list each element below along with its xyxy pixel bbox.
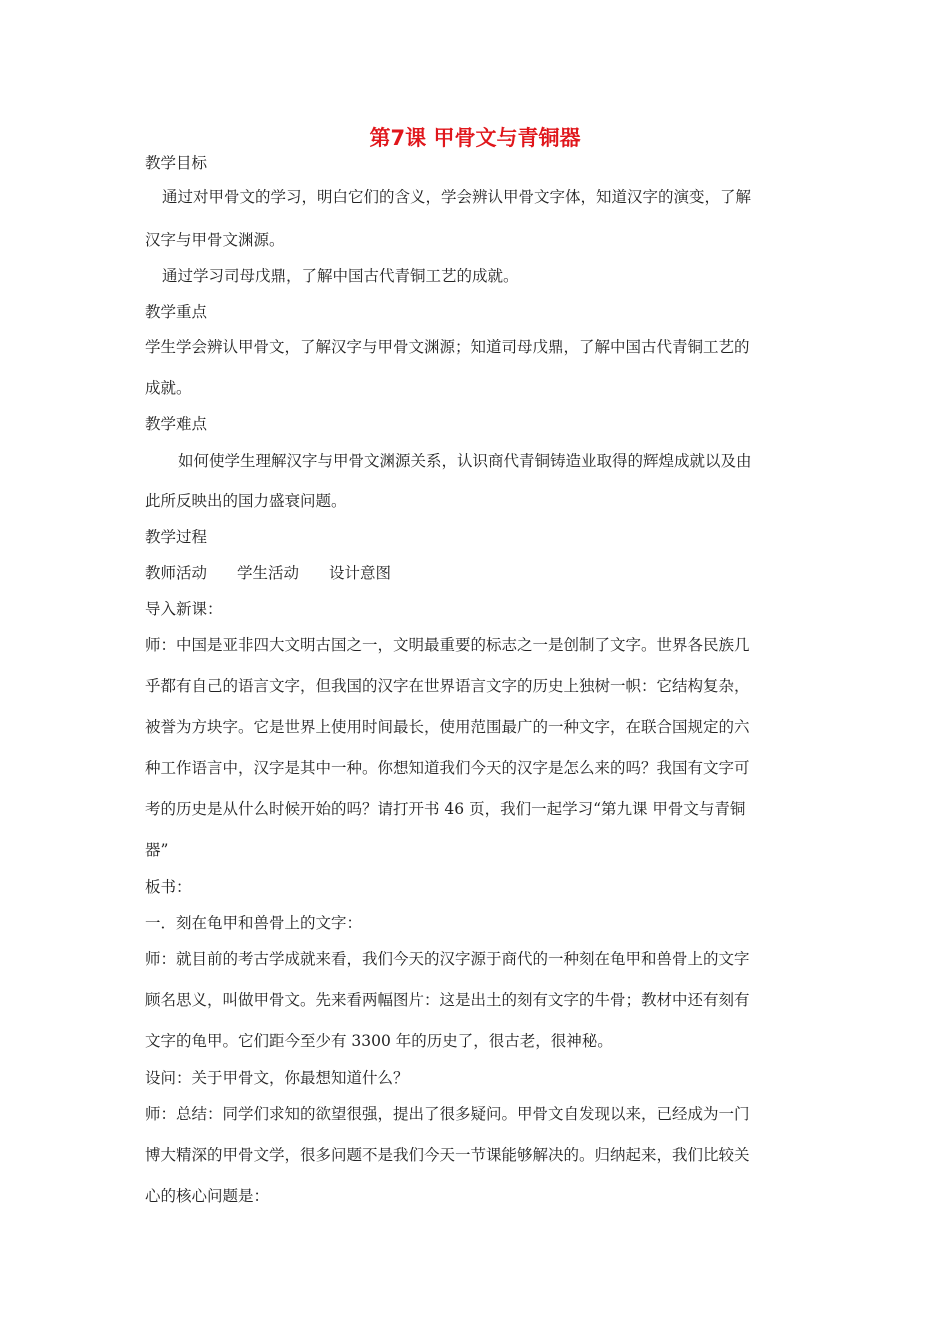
paragraph-line: 如何使学生理解汉字与甲骨文渊源关系，认识商代青铜铸造业取得的辉煌成就以及由: [178, 452, 752, 470]
question-line: 设问：关于甲骨文，你最想知道什么？: [145, 1069, 409, 1087]
heading-intro: 导入新课：: [145, 600, 223, 618]
paragraph-line: 器”: [145, 841, 169, 859]
paragraph-line: 汉字与甲骨文渊源。: [145, 231, 285, 249]
paragraph-line: 师：就目前的考古学成就来看，我们今天的汉字源于商代的一种刻在龟甲和兽骨上的文字: [145, 950, 750, 968]
paragraph-line: 考的历史是从什么时候开始的吗？请打开书 46 页，我们一起学习“第九课 甲骨文与青铜: [145, 800, 746, 818]
paragraph-line: 顾名思义，叫做甲骨文。先来看两幅图片：这是出土的刻有文字的牛骨；教材中还有刻有: [145, 991, 750, 1009]
paragraph-line: 师：总结：同学们求知的欲望很强，提出了很多疑问。甲骨文自发现以来，已经成为一门: [145, 1105, 750, 1123]
heading-objectives: 教学目标: [145, 154, 208, 172]
paragraph-line: 乎都有自己的语言文字，但我国的汉字在世界语言文字的历史上独树一帜：它结构复杂，: [145, 677, 750, 695]
paragraph-line: 通过对甲骨文的学习，明白它们的含义，学会辨认甲骨文字体，知道汉字的演变，了解: [162, 188, 752, 206]
activity-columns: [145, 562, 391, 584]
heading-board: 板书：: [145, 878, 192, 896]
section-heading: 一．刻在龟甲和兽骨上的文字：: [145, 914, 363, 932]
column-intent: 设计意图: [329, 564, 392, 582]
page-title: 第7课 甲骨文与青铜器: [369, 126, 581, 150]
paragraph-line: 被誉为方块字。它是世界上使用时间最长，使用范围最广的一种文字，在联合国规定的六: [145, 718, 750, 736]
heading-key-points: 教学重点: [145, 303, 208, 321]
paragraph-line: 此所反映出的国力盛衰问题。: [145, 492, 347, 510]
paragraph-line: 种工作语言中，汉字是其中一种。你想知道我们今天的汉字是怎么来的吗？我国有文字可: [145, 759, 750, 777]
column-teacher: 教师活动: [145, 564, 208, 582]
paragraph-line: 师：中国是亚非四大文明古国之一，文明最重要的标志之一是创制了文字。世界各民族几: [145, 636, 750, 654]
paragraph-line: 文字的龟甲。它们距今至少有 3300 年的历史了，很古老，很神秘。: [145, 1032, 613, 1050]
paragraph-line: 成就。: [145, 379, 192, 397]
paragraph-line: 学生学会辨认甲骨文，了解汉字与甲骨文渊源；知道司母戊鼎，了解中国古代青铜工艺的: [145, 338, 750, 356]
column-student: 学生活动: [237, 564, 300, 582]
heading-difficulties: 教学难点: [145, 415, 208, 433]
paragraph-line: 通过学习司母戊鼎，了解中国古代青铜工艺的成就。: [162, 267, 519, 285]
heading-process: 教学过程: [145, 528, 208, 546]
paragraph-line: 博大精深的甲骨文学，很多问题不是我们今天一节课能够解决的。归纳起来，我们比较关: [145, 1146, 750, 1164]
paragraph-line: 心的核心问题是：: [145, 1187, 270, 1205]
